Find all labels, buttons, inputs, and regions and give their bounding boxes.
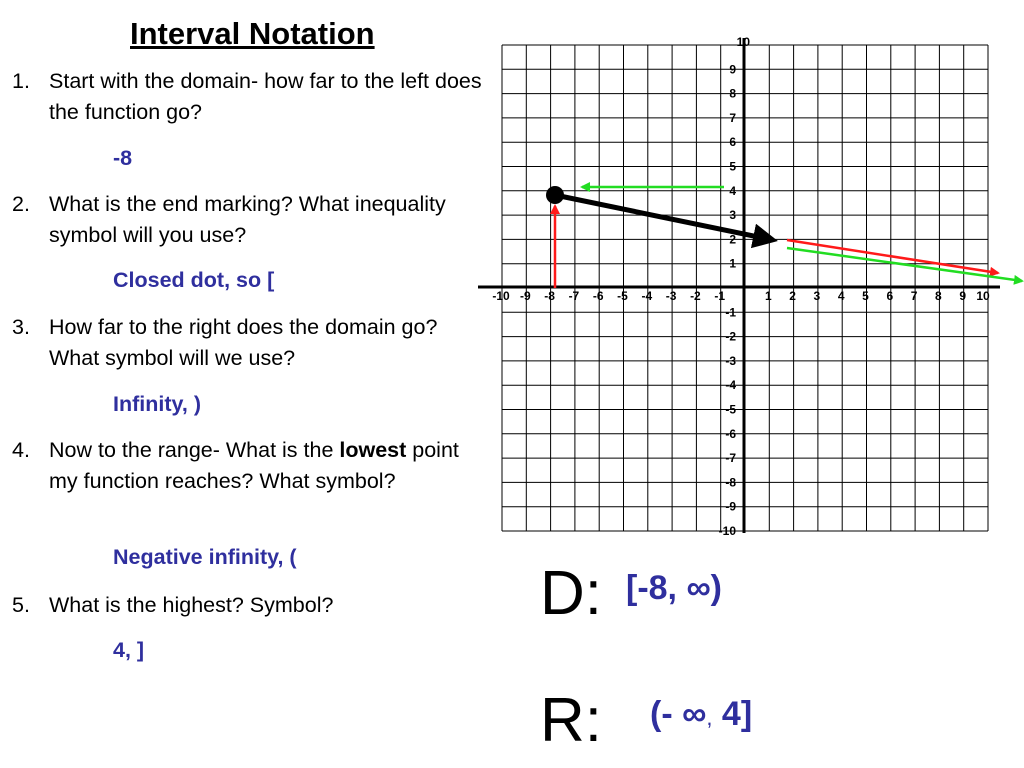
step-number: 2. [12,192,30,216]
y-tick-label: -7 [725,451,736,466]
x-tick-label: -3 [665,289,677,303]
step-number: 5. [12,593,30,617]
y-tick-label: 5 [729,159,736,174]
x-tick-label: 8 [935,289,942,303]
y-tick-label: -6 [725,426,736,441]
x-tick-label: -6 [592,289,604,303]
y-tick-label: -2 [725,329,736,344]
x-tick-label: 1 [764,289,772,303]
y-tick-label: -5 [725,402,736,417]
step-answer: 4, ] [113,638,145,662]
page-title: Interval Notation [130,16,375,51]
x-tick-label: -4 [641,289,653,303]
step-answer: Infinity, ) [113,392,201,416]
y-tick-label: -4 [725,378,736,393]
range-interval [650,695,752,734]
domain-interval: [-8, ∞) [626,569,723,607]
x-tick-label: 3 [813,289,821,303]
step-number: 1. [12,69,30,93]
step-answer: -8 [113,146,133,170]
x-tick-label: 7 [910,289,918,303]
y-tick-label: 10 [736,35,750,49]
x-tick-labels [492,289,990,303]
step-question-part: point my function reaches? What symbol? [49,438,459,493]
step-question: What is the end marking? What inequality symbol will you use? [49,192,446,247]
x-tick-label: 10 [976,289,990,303]
y-tick-label: 6 [729,135,736,150]
domain-red-arrow [787,240,998,273]
y-tick-label: 8 [729,86,736,101]
range-label: R: [540,686,602,755]
step-question: What is the highest? Symbol? [49,593,334,617]
x-tick-label: 2 [789,289,796,303]
range-green-arrow-lower [787,248,1022,281]
y-tick-label: 9 [729,62,736,77]
range-interval-comma: , [706,705,713,730]
step-answer: Negative infinity, ( [113,545,297,569]
y-tick-label: -1 [725,305,736,320]
domain-label: D: [540,559,602,628]
x-tick-label: 9 [959,289,967,303]
x-tick-label: -1 [714,289,726,303]
y-tick-label: 1 [729,256,736,271]
y-tick-label: -9 [725,499,736,514]
range-interval-upper: 4] [721,695,753,733]
step-answer: Closed dot, so [ [113,268,275,292]
step-question-part: Now to the range- What is the [49,438,340,462]
closed-dot [546,186,564,204]
y-tick-label: -10 [718,524,736,538]
step-question: Start with the domain- how far to the left does the function go? [49,69,482,124]
x-tick-label: -5 [617,289,628,303]
x-tick-label: 6 [886,289,894,303]
range-interval-lower: (- ∞ [650,695,707,733]
y-tick-label: 2 [729,232,736,247]
x-tick-label: -9 [519,289,531,303]
x-tick-label: -8 [544,289,555,303]
x-tick-label: 4 [837,289,845,303]
y-tick-label: -8 [725,475,736,490]
y-tick-label: 3 [729,208,736,223]
x-tick-label: -10 [492,289,510,303]
x-tick-label: 5 [862,289,869,303]
y-tick-label: 4 [729,183,736,198]
x-tick-label: -2 [690,289,701,303]
step-number: 4. [12,438,30,462]
step-number: 3. [12,315,30,339]
x-tick-label: -7 [568,289,580,303]
step-question-emphasis: lowest [339,438,407,462]
function-ray [555,195,773,240]
y-tick-label: 7 [729,110,736,125]
step-question: How far to the right does the domain go? What symbol will we use? [49,315,438,370]
y-tick-label: -3 [725,353,736,368]
